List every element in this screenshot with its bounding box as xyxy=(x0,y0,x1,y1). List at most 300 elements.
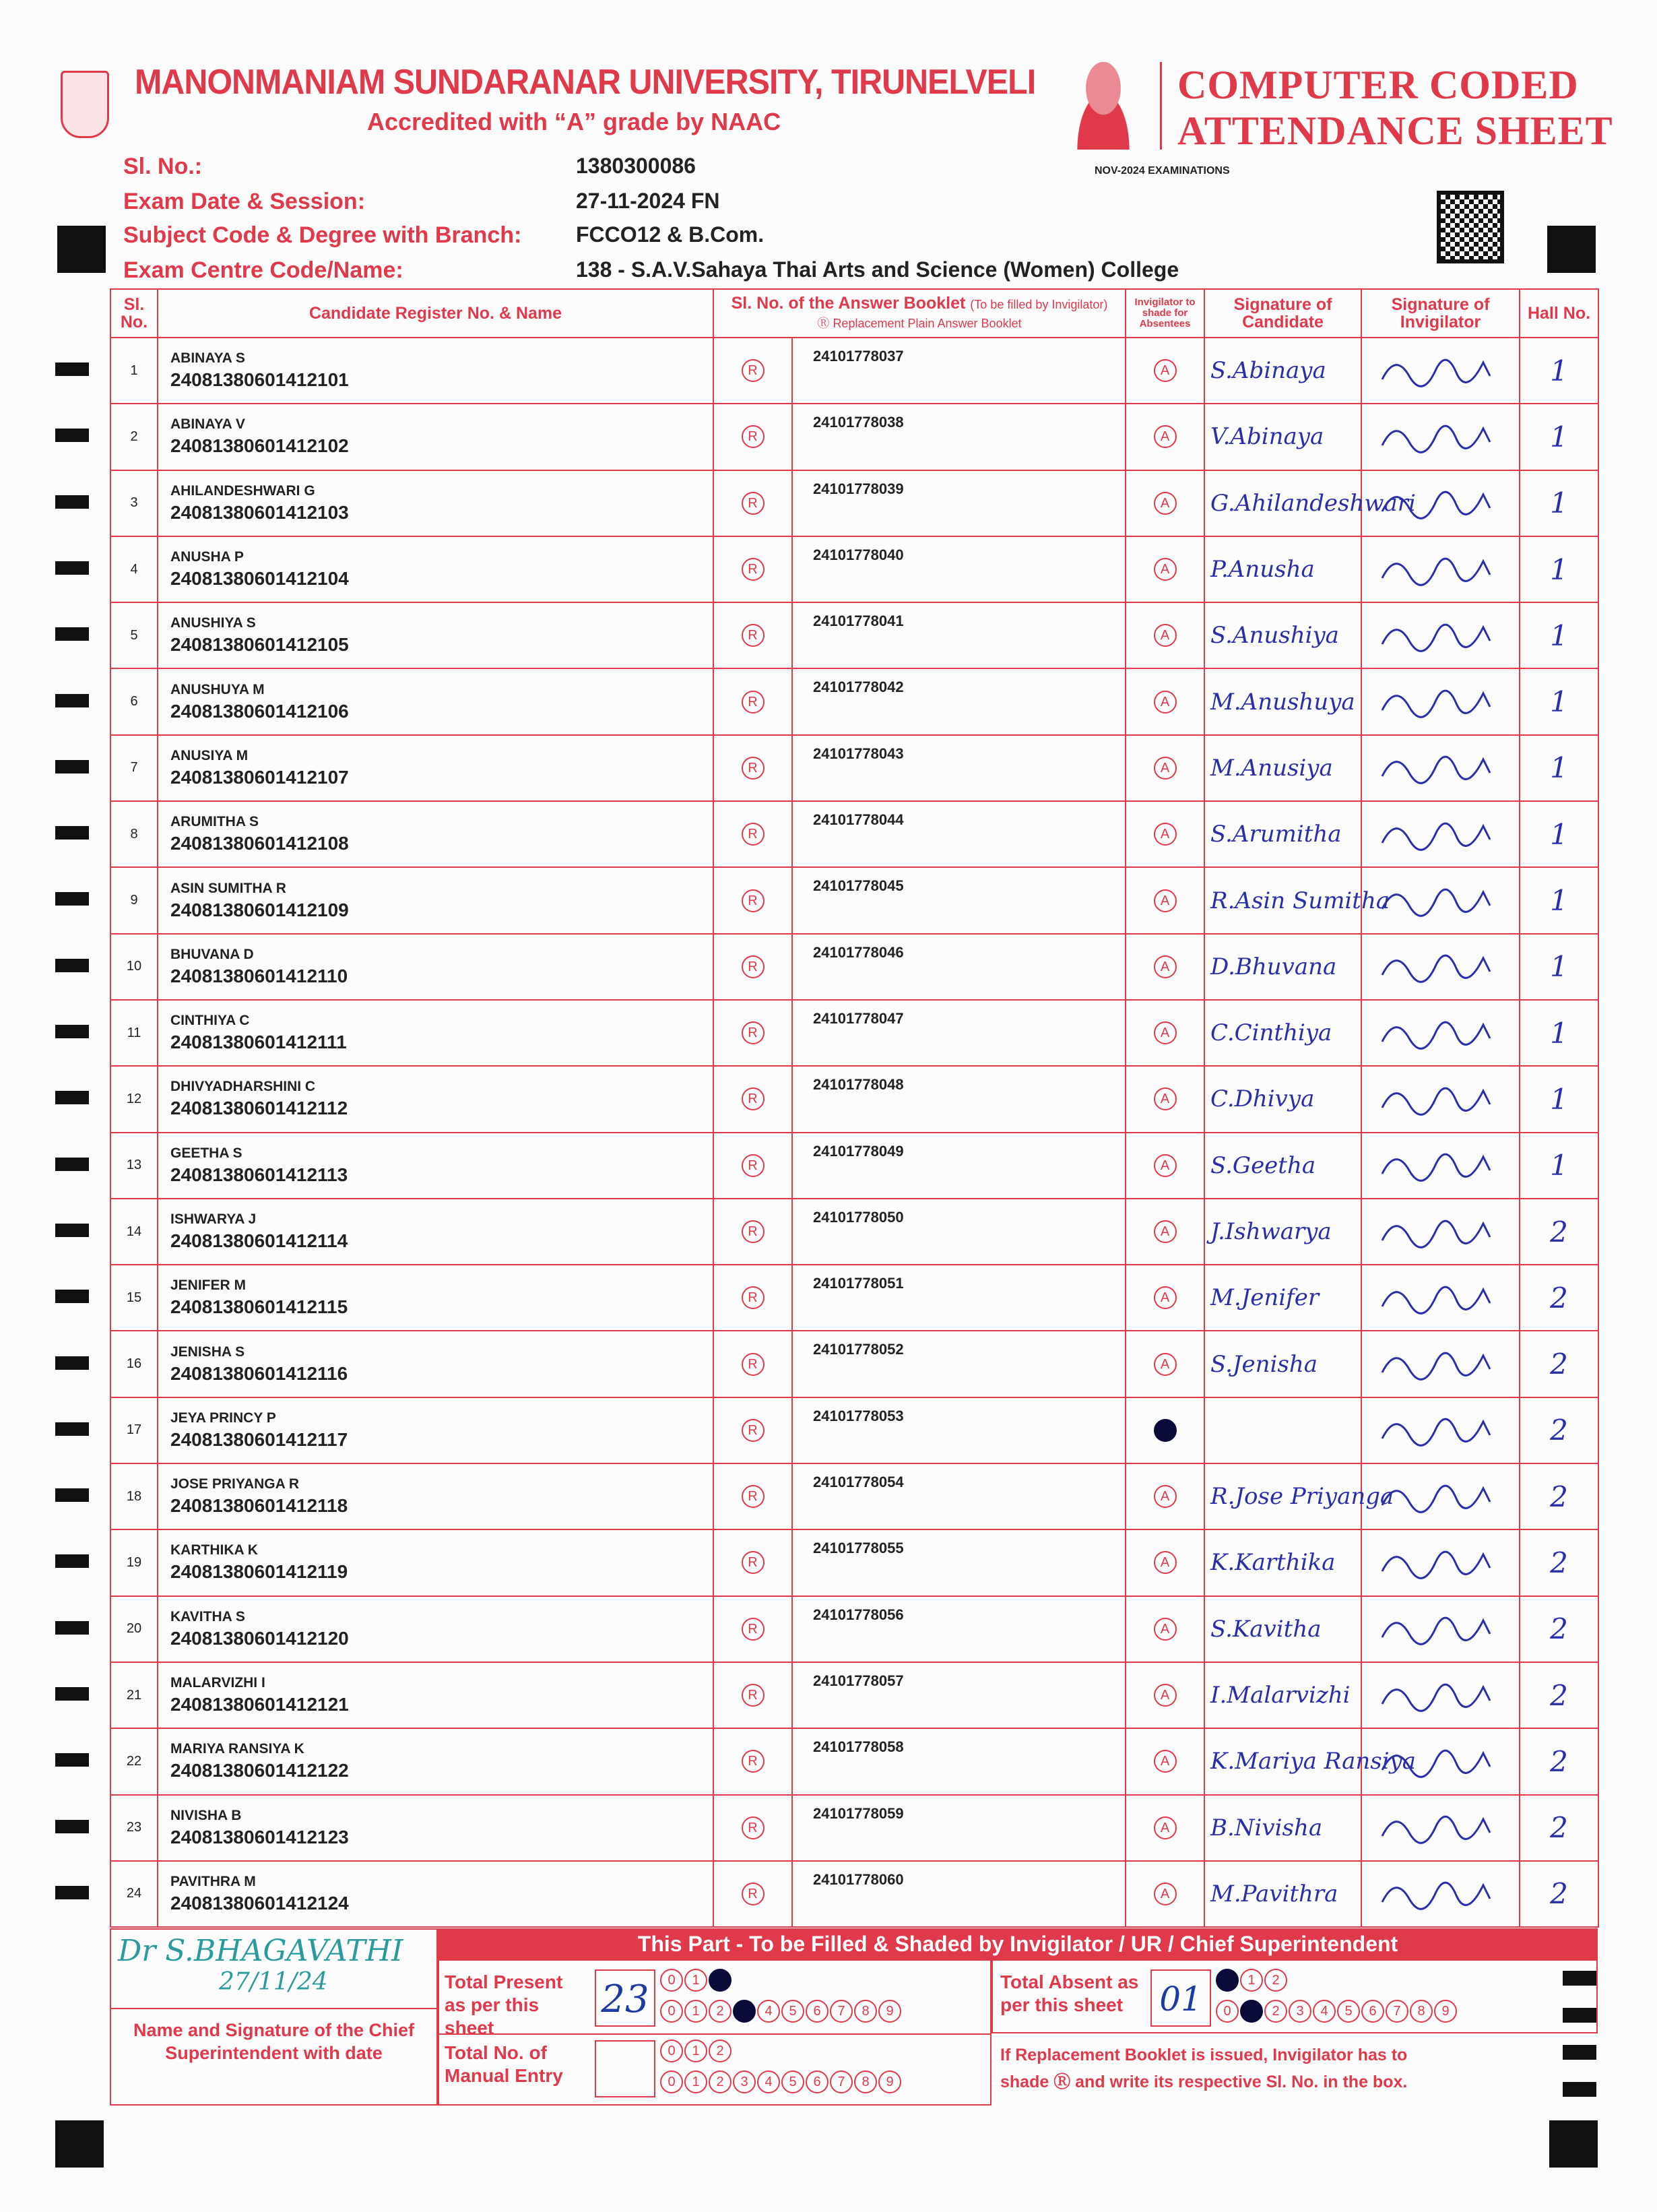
signature-scribble-icon xyxy=(1362,670,1517,730)
absentee-bubble[interactable]: A xyxy=(1154,1485,1177,1508)
replacement-bubble[interactable]: R xyxy=(742,757,765,780)
replacement-bubble[interactable]: R xyxy=(742,1618,765,1641)
candidate-signature: M.Pavithra xyxy=(1204,1861,1361,1927)
replacement-cell xyxy=(713,1795,792,1861)
hall-no: 1 xyxy=(1520,1066,1598,1132)
candidate-signature: M.Jenifer xyxy=(1204,1265,1361,1331)
row-sl: 12 xyxy=(110,1066,158,1132)
sheet-title-line2: ATTENDANCE SHEET xyxy=(1177,108,1613,153)
table-row xyxy=(110,1529,1598,1595)
qr-code xyxy=(1437,191,1504,263)
timing-mark xyxy=(55,1621,89,1635)
table-row xyxy=(110,536,1598,602)
candidate-name: ISHWARYA J xyxy=(170,1211,257,1227)
digit-bubble[interactable]: 1 xyxy=(684,2040,707,2062)
replacement-instruction: If Replacement Booklet is issued, Invigilator has to shade Ⓡ and write its respective Sl. No. in the box. xyxy=(1000,2046,1408,2091)
candidate-cell xyxy=(158,1000,713,1066)
absent-tens-bubbles[interactable] xyxy=(1216,1969,1289,1992)
timing-mark xyxy=(55,1820,89,1833)
candidate-name: GEETHA S xyxy=(170,1145,242,1161)
register-no: 24081380601412122 xyxy=(170,1760,349,1781)
signature-scribble-icon xyxy=(1362,1597,1517,1657)
register-no: 24081380601412107 xyxy=(170,766,349,788)
digit-bubble[interactable]: 2 xyxy=(709,2000,732,2023)
absentee-bubble[interactable]: A xyxy=(1154,1353,1177,1376)
absentee-bubble[interactable]: A xyxy=(1154,1684,1177,1707)
col-sig-invigilator: Signature of Invigilator xyxy=(1361,289,1520,338)
absent-ones-bubbles[interactable] xyxy=(1216,2000,1458,2023)
digit-bubble[interactable]: 3 xyxy=(733,2071,756,2093)
hall-no: 2 xyxy=(1520,1596,1598,1662)
replacement-note: Replacement Plain Answer Booklet xyxy=(833,317,1022,330)
col-hall: Hall No. xyxy=(1520,289,1598,338)
table-row xyxy=(110,602,1598,668)
replacement-cell xyxy=(713,1463,792,1529)
candidate-cell xyxy=(158,1265,713,1331)
candidate-cell xyxy=(158,1133,713,1199)
absentee-bubble[interactable]: A xyxy=(1154,1551,1177,1574)
absentee-bubble[interactable]: A xyxy=(1154,1750,1177,1773)
booklet-no: 24101778044 xyxy=(792,801,1126,867)
signature-scribble-icon xyxy=(1362,1796,1517,1856)
digit-bubble[interactable]: 2 xyxy=(709,2040,732,2062)
absent-value: 01 xyxy=(1150,1969,1211,2027)
signature-scribble-icon xyxy=(1362,1730,1517,1790)
divider xyxy=(1160,62,1162,150)
candidate-cell xyxy=(158,801,713,867)
timing-mark xyxy=(55,495,89,509)
digit-bubble[interactable]: 3 xyxy=(1289,2000,1311,2023)
col-booklet: Sl. No. of the Answer Booklet (To be filled by Invigilator) Ⓡ Replacement Plain Answer Booklet xyxy=(713,289,1126,338)
replacement-bubble[interactable]: R xyxy=(742,1220,765,1243)
timing-mark xyxy=(55,1290,89,1303)
booklet-no: 24101778040 xyxy=(792,536,1126,602)
present-label: Total Present as per this sheet xyxy=(445,1971,563,2038)
timing-mark xyxy=(55,1488,89,1502)
replacement-bubble[interactable]: R xyxy=(742,1883,765,1905)
registration-mark xyxy=(1547,226,1596,273)
candidate-signature: S.Kavitha xyxy=(1204,1596,1361,1662)
absentee-bubble[interactable]: A xyxy=(1154,492,1177,515)
digit-bubble[interactable]: 1 xyxy=(684,2000,707,2023)
row-sl: 14 xyxy=(110,1199,158,1265)
timing-mark xyxy=(55,627,89,641)
invigilator-signature xyxy=(1361,1000,1520,1066)
timing-mark xyxy=(55,760,89,773)
absentee-cell xyxy=(1126,1265,1204,1331)
candidate-name: CINTHIYA C xyxy=(170,1013,250,1029)
replacement-cell xyxy=(713,1861,792,1927)
hall-no: 1 xyxy=(1520,735,1598,801)
table-row xyxy=(110,801,1598,867)
footer-band: This Part - To be Filled & Shaded by Invigilator / UR / Chief Superintendent xyxy=(438,1928,1598,1959)
digit-bubble[interactable]: 9 xyxy=(878,2000,901,2023)
invigilator-signature xyxy=(1361,668,1520,734)
register-no: 24081380601412104 xyxy=(170,568,349,590)
hall-no: 2 xyxy=(1520,1662,1598,1728)
candidate-cell xyxy=(158,338,713,404)
replacement-cell xyxy=(713,1066,792,1132)
candidate-cell xyxy=(158,934,713,1000)
candidate-name: PAVITHRA M xyxy=(170,1873,256,1889)
digit-bubble[interactable]: 9 xyxy=(878,2071,901,2093)
accreditation: Accredited with “A” grade by NAAC xyxy=(367,108,781,135)
timing-mark xyxy=(55,1356,89,1370)
replacement-cell xyxy=(713,602,792,668)
absentee-bubble[interactable]: A xyxy=(1154,889,1177,912)
candidate-cell xyxy=(158,1331,713,1397)
absentee-bubble[interactable]: A xyxy=(1154,1021,1177,1044)
digit-bubble[interactable]: 4 xyxy=(757,2000,780,2023)
table-row xyxy=(110,1066,1598,1132)
table-row xyxy=(110,1000,1598,1066)
signature-scribble-icon xyxy=(1362,471,1517,532)
digit-bubble[interactable] xyxy=(1240,2000,1263,2023)
digit-bubble[interactable]: 6 xyxy=(806,2000,828,2023)
table-row xyxy=(110,1795,1598,1861)
digit-bubble[interactable]: 7 xyxy=(1386,2000,1408,2023)
registration-mark xyxy=(57,226,106,273)
invigilator-signature xyxy=(1361,801,1520,867)
signature-scribble-icon xyxy=(1362,1133,1517,1194)
present-tens-bubbles[interactable] xyxy=(660,1969,733,1992)
candidate-cell xyxy=(158,1463,713,1529)
timing-mark xyxy=(55,1753,89,1767)
replacement-bubble[interactable]: R xyxy=(742,1684,765,1707)
timing-mark xyxy=(55,826,89,840)
absentee-cell xyxy=(1126,934,1204,1000)
digit-bubble[interactable]: 0 xyxy=(1216,2000,1239,2023)
candidate-name: ARUMITHA S xyxy=(170,814,259,830)
invigilator-signature xyxy=(1361,404,1520,470)
absentee-cell xyxy=(1126,536,1204,602)
booklet-header: Sl. No. of the Answer Booklet xyxy=(731,294,966,313)
candidate-name: KARTHIKA K xyxy=(170,1542,258,1558)
replacement-bubble[interactable]: R xyxy=(742,1551,765,1574)
signature-scribble-icon xyxy=(1362,736,1517,796)
replacement-bubble[interactable]: R xyxy=(742,1353,765,1376)
replacement-bubble[interactable]: R xyxy=(742,1750,765,1773)
candidate-cell xyxy=(158,1795,713,1861)
absentee-cell xyxy=(1126,867,1204,933)
digit-bubble[interactable]: 2 xyxy=(1264,2000,1287,2023)
replacement-bubble[interactable]: R xyxy=(742,1154,765,1177)
digit-bubble[interactable]: 0 xyxy=(660,1969,683,1992)
digit-bubble[interactable]: 5 xyxy=(781,2000,804,2023)
candidate-signature: C.Dhivya xyxy=(1204,1066,1361,1132)
booklet-no: 24101778048 xyxy=(792,1066,1126,1132)
absentee-bubble[interactable]: A xyxy=(1154,691,1177,714)
candidate-name: NIVISHA B xyxy=(170,1807,242,1823)
replacement-bubble[interactable]: R xyxy=(742,955,765,978)
candidate-name: JENISHA S xyxy=(170,1344,245,1360)
absentee-bubble[interactable]: A xyxy=(1154,1154,1177,1177)
register-no: 24081380601412120 xyxy=(170,1627,349,1649)
candidate-signature: P.Anusha xyxy=(1204,536,1361,602)
booklet-note: (To be filled by Invigilator) xyxy=(970,298,1108,311)
timing-mark xyxy=(55,1224,89,1237)
digit-bubble[interactable]: 0 xyxy=(660,2071,683,2093)
table-row xyxy=(110,1662,1598,1728)
table-row xyxy=(110,1596,1598,1662)
candidate-name: MALARVIZHI I xyxy=(170,1675,265,1691)
table-row xyxy=(110,338,1598,404)
row-sl: 10 xyxy=(110,934,158,1000)
replacement-bubble[interactable]: R xyxy=(742,1419,765,1442)
invigilator-signature xyxy=(1361,1795,1520,1861)
register-no: 24081380601412114 xyxy=(170,1230,348,1251)
candidate-signature: J.Ishwarya xyxy=(1204,1199,1361,1265)
col-absentee: Invigilator to shade for Absentees xyxy=(1126,289,1204,338)
absentee-cell xyxy=(1126,1728,1204,1794)
university-logo xyxy=(61,71,109,138)
replacement-bubble[interactable]: R xyxy=(742,492,765,515)
digit-bubble[interactable]: 0 xyxy=(660,2040,683,2062)
booklet-no: 24101778055 xyxy=(792,1529,1126,1595)
absentee-bubble[interactable]: A xyxy=(1154,955,1177,978)
digit-bubble[interactable]: 7 xyxy=(830,2000,853,2023)
invigilator-signature xyxy=(1361,1199,1520,1265)
table-row xyxy=(110,668,1598,734)
timing-mark xyxy=(55,892,89,906)
candidate-signature: V.Abinaya xyxy=(1204,404,1361,470)
timing-mark xyxy=(1563,2082,1596,2097)
candidate-name: ASIN SUMITHA R xyxy=(170,880,286,896)
candidate-name: BHUVANA D xyxy=(170,946,254,962)
absentee-cell xyxy=(1126,404,1204,470)
invigilator-signature xyxy=(1361,1596,1520,1662)
register-no: 24081380601412115 xyxy=(170,1296,348,1318)
replacement-bubble[interactable]: R xyxy=(742,558,765,581)
invigilator-signature xyxy=(1361,1662,1520,1728)
chief-date: 27/11/24 xyxy=(219,1968,328,1996)
candidate-name: DHIVYADHARSHINI C xyxy=(170,1079,316,1095)
digit-bubble[interactable] xyxy=(709,1969,732,1992)
digit-bubble[interactable]: 1 xyxy=(1240,1969,1263,1992)
signature-scribble-icon xyxy=(1362,1664,1517,1724)
digit-bubble[interactable]: 9 xyxy=(1434,2000,1457,2023)
absentee-bubble[interactable]: A xyxy=(1154,1618,1177,1641)
invigilator-signature xyxy=(1361,1133,1520,1199)
replacement-cell xyxy=(713,1596,792,1662)
replacement-bubble[interactable]: R xyxy=(742,889,765,912)
replacement-cell xyxy=(713,801,792,867)
replacement-cell xyxy=(713,668,792,734)
replacement-bubble[interactable]: R xyxy=(742,1485,765,1508)
register-no: 24081380601412123 xyxy=(170,1826,349,1847)
absentee-bubble[interactable]: A xyxy=(1154,823,1177,846)
invigilator-signature xyxy=(1361,602,1520,668)
manual-ones-bubbles[interactable] xyxy=(660,2071,903,2093)
booklet-no: 24101778039 xyxy=(792,470,1126,536)
booklet-no: 24101778038 xyxy=(792,404,1126,470)
register-no: 24081380601412106 xyxy=(170,700,349,722)
candidate-cell xyxy=(158,536,713,602)
register-no: 24081380601412108 xyxy=(170,833,349,854)
invigilator-signature xyxy=(1361,1066,1520,1132)
digit-bubble[interactable] xyxy=(733,2000,756,2023)
sl-no-value: 1380300086 xyxy=(576,154,696,178)
replacement-cell xyxy=(713,735,792,801)
present-ones-bubbles[interactable] xyxy=(660,2000,903,2023)
absentee-bubble[interactable]: A xyxy=(1154,1883,1177,1905)
replacement-bubble[interactable]: R xyxy=(742,425,765,448)
candidate-cell xyxy=(158,1662,713,1728)
absentee-bubble[interactable]: A xyxy=(1154,425,1177,448)
candidate-signature: R.Asin Sumitha xyxy=(1204,867,1361,933)
hall-no: 1 xyxy=(1520,801,1598,867)
candidate-cell xyxy=(158,735,713,801)
digit-bubble[interactable]: 1 xyxy=(684,1969,707,1992)
absentee-bubble[interactable]: A xyxy=(1154,624,1177,647)
booklet-no: 24101778042 xyxy=(792,668,1126,734)
digit-bubble[interactable]: 8 xyxy=(854,2000,877,2023)
replacement-bubble[interactable]: R xyxy=(742,691,765,714)
signature-scribble-icon xyxy=(1362,1531,1517,1591)
signature-scribble-icon xyxy=(1362,935,1517,995)
manual-label: Total No. of Manual Entry xyxy=(445,2042,563,2086)
timing-mark xyxy=(55,1091,89,1104)
replacement-bubble[interactable]: R xyxy=(742,1286,765,1309)
register-no: 24081380601412110 xyxy=(170,965,348,986)
replacement-bubble[interactable]: R xyxy=(742,823,765,846)
replacement-bubble[interactable]: R xyxy=(742,1021,765,1044)
invigilator-signature xyxy=(1361,1728,1520,1794)
replacement-cell xyxy=(713,1000,792,1066)
digit-bubble[interactable]: 2 xyxy=(1264,1969,1287,1992)
table-row xyxy=(110,470,1598,536)
candidate-signature: K.Karthika xyxy=(1204,1529,1361,1595)
candidate-name: ANUSHA P xyxy=(170,549,244,565)
hall-no: 1 xyxy=(1520,536,1598,602)
absentee-bubble[interactable]: A xyxy=(1154,757,1177,780)
digit-bubble[interactable]: 4 xyxy=(1313,2000,1336,2023)
digit-bubble[interactable]: 5 xyxy=(1337,2000,1360,2023)
absentee-cell xyxy=(1126,1861,1204,1927)
sheet-title-line1: COMPUTER CODED xyxy=(1177,63,1579,107)
manual-value[interactable] xyxy=(595,2040,655,2097)
absentee-bubble[interactable] xyxy=(1154,1419,1177,1442)
candidate-cell xyxy=(158,1728,713,1794)
hall-no: 1 xyxy=(1520,1133,1598,1199)
signature-scribble-icon xyxy=(1362,1067,1517,1128)
replacement-bubble[interactable]: R xyxy=(742,624,765,647)
invigilator-signature xyxy=(1361,867,1520,933)
row-sl: 16 xyxy=(110,1331,158,1397)
digit-bubble[interactable]: 8 xyxy=(1410,2000,1433,2023)
digit-bubble[interactable]: 1 xyxy=(684,2071,707,2093)
timing-mark xyxy=(55,1422,89,1436)
digit-bubble[interactable]: 6 xyxy=(1361,2000,1384,2023)
table-row xyxy=(110,1861,1598,1927)
timing-mark xyxy=(55,362,89,376)
row-sl: 6 xyxy=(110,668,158,734)
hall-no: 1 xyxy=(1520,338,1598,404)
booklet-no: 24101778045 xyxy=(792,867,1126,933)
candidate-signature: S.Arumitha xyxy=(1204,801,1361,867)
absentee-bubble[interactable]: A xyxy=(1154,359,1177,382)
row-sl: 9 xyxy=(110,867,158,933)
table-row xyxy=(110,1397,1598,1463)
exam-date-label: Exam Date & Session: xyxy=(123,189,366,214)
chief-name: Dr S.BHAGAVATHI xyxy=(118,1934,403,1968)
replacement-bubble[interactable]: R xyxy=(742,1087,765,1110)
digit-bubble[interactable]: 2 xyxy=(709,2071,732,2093)
hall-no: 1 xyxy=(1520,934,1598,1000)
signature-scribble-icon xyxy=(1362,1862,1517,1922)
candidate-signature: G.Ahilandeshwari xyxy=(1204,470,1361,536)
row-sl: 18 xyxy=(110,1463,158,1529)
register-no: 24081380601412116 xyxy=(170,1362,348,1384)
digit-bubble[interactable] xyxy=(1216,1969,1239,1992)
candidate-signature: S.Geetha xyxy=(1204,1133,1361,1199)
timing-mark xyxy=(55,429,89,442)
registration-mark xyxy=(55,2120,104,2168)
digit-bubble[interactable]: 6 xyxy=(806,2071,828,2093)
absentee-cell xyxy=(1126,338,1204,404)
row-sl: 24 xyxy=(110,1861,158,1927)
attendance-table xyxy=(110,288,1599,1928)
digit-bubble[interactable]: 4 xyxy=(757,2071,780,2093)
absentee-bubble[interactable]: A xyxy=(1154,1220,1177,1243)
candidate-name: ANUSIYA M xyxy=(170,747,249,763)
digit-bubble[interactable]: 7 xyxy=(830,2071,853,2093)
digit-bubble[interactable]: 5 xyxy=(781,2071,804,2093)
candidate-name: MARIYA RANSIYA K xyxy=(170,1741,304,1757)
hall-no: 1 xyxy=(1520,1000,1598,1066)
timing-mark xyxy=(55,1158,89,1171)
hall-no: 2 xyxy=(1520,1463,1598,1529)
signature-scribble-icon xyxy=(1362,868,1517,929)
exam-date-value: 27-11-2024 FN xyxy=(576,189,720,213)
absentee-cell xyxy=(1126,1133,1204,1199)
table-row xyxy=(110,934,1598,1000)
table-row xyxy=(110,735,1598,801)
replacement-bubble[interactable]: R xyxy=(742,1816,765,1839)
absentee-bubble[interactable]: A xyxy=(1154,1286,1177,1309)
replacement-cell xyxy=(713,338,792,404)
row-sl: 4 xyxy=(110,536,158,602)
candidate-cell xyxy=(158,1397,713,1463)
booklet-no: 24101778047 xyxy=(792,1000,1126,1066)
row-sl: 15 xyxy=(110,1265,158,1331)
absentee-cell xyxy=(1126,1596,1204,1662)
digit-bubble[interactable]: 8 xyxy=(854,2071,877,2093)
register-no: 24081380601412124 xyxy=(170,1892,349,1914)
absentee-bubble[interactable]: A xyxy=(1154,1087,1177,1110)
replacement-cell xyxy=(713,1662,792,1728)
row-sl: 23 xyxy=(110,1795,158,1861)
manual-tens-bubbles[interactable] xyxy=(660,2040,733,2062)
hall-no: 2 xyxy=(1520,1795,1598,1861)
booklet-no: 24101778043 xyxy=(792,735,1126,801)
candidate-name: ABINAYA S xyxy=(170,350,245,367)
register-no: 24081380601412105 xyxy=(170,634,349,656)
row-sl: 21 xyxy=(110,1662,158,1728)
invigilator-signature xyxy=(1361,1463,1520,1529)
absentee-cell xyxy=(1126,1331,1204,1397)
digit-bubble[interactable]: 0 xyxy=(660,2000,683,2023)
candidate-signature: R.Jose Priyanga xyxy=(1204,1463,1361,1529)
invigilator-signature xyxy=(1361,1331,1520,1397)
absentee-bubble[interactable]: A xyxy=(1154,1816,1177,1839)
absentee-bubble[interactable]: A xyxy=(1154,558,1177,581)
candidate-signature: M.Anushuya xyxy=(1204,668,1361,734)
replacement-cell xyxy=(713,1529,792,1595)
absentee-cell xyxy=(1126,1066,1204,1132)
replacement-bubble[interactable]: R xyxy=(742,359,765,382)
candidate-signature: D.Bhuvana xyxy=(1204,934,1361,1000)
